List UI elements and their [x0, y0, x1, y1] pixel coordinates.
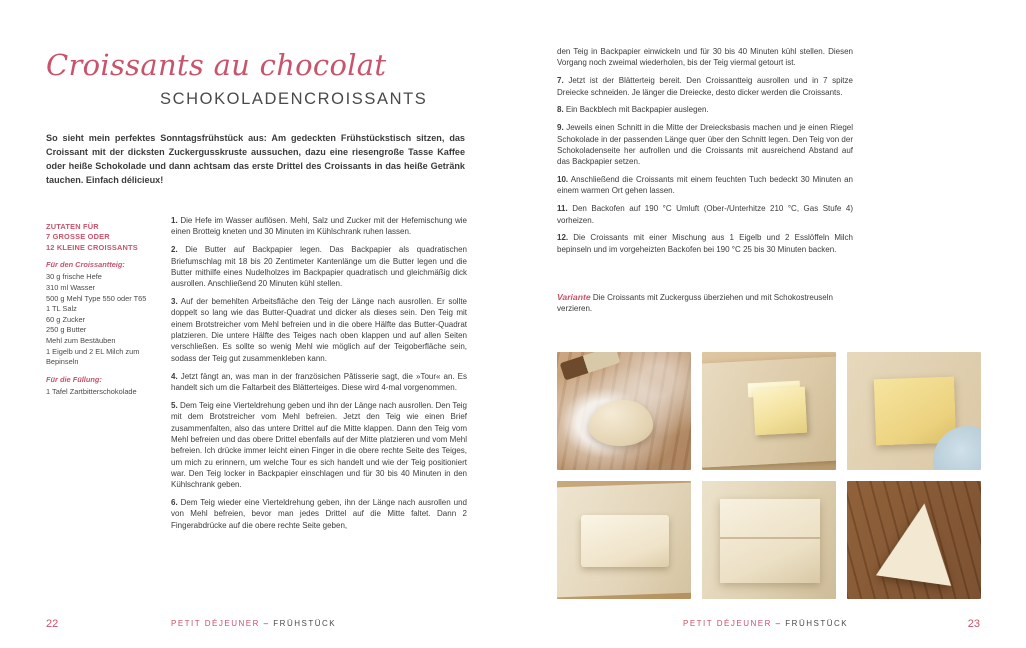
step-text: Jeweils einen Schnitt in die Mitte der Dreiecksbasis machen und je einen Riegel Schokolade in der passenden Länge quer über den Schnitt legen. Den Teig von der Schokoladenseite her aufrollen und die Croissants mit ausreichend Abstand auf das Backpapier setzen. [557, 123, 853, 167]
recipe-step [171, 400, 467, 491]
running-head-left [171, 619, 336, 628]
running-head-pink: PETIT DÉJEUNER [171, 619, 260, 628]
step-number: 6. [171, 498, 178, 508]
fold-seam [720, 537, 820, 539]
steps-column-left [171, 215, 467, 538]
ingredients-heading-line1: ZUTATEN FÜR [46, 222, 99, 231]
step-text: den Teig in Backpapier einwickeln und für 30 bis 40 Minuten kühl stellen. Diesen Vorgang noch zweimal wiederholen, bis der Teig viermal getourt ist. [557, 47, 853, 68]
dough-ball [589, 400, 653, 446]
step-number: 5. [171, 400, 178, 410]
ingredients-heading-line3: 12 KLEINE CROISSANTS [46, 242, 138, 252]
step-text: Jetzt ist der Blätterteig bereit. Den Croissantteig ausrollen und in 7 spitze Dreiecke schneiden. Je länger die Dreiecke, desto dicker werden die Croissants. [557, 76, 853, 97]
recipe-step [557, 203, 853, 226]
step-text: Dem Teig wieder eine Vierteldrehung geben, ihn der Länge nach ausrollen und von Mehl befreien, bevor man jedes Drittel auf die Mitte faltet. Dann 2 Fingerabdrücke auf die obere rechte Seite geben, [171, 498, 467, 530]
step-text: Den Backofen auf 190 °C Umluft (Ober-/Unterhitze 210 °C, Gas Stufe 4) vorheizen. [557, 204, 853, 225]
dough-triangle [876, 498, 962, 586]
ingredient-item: 1 Eigelb und 2 EL Milch zum [46, 346, 140, 356]
ingredient-item: Mehl zum Bestäuben [46, 336, 116, 346]
ingredients-group2-title: Für die Füllung: [46, 374, 102, 384]
recipe-step [557, 232, 853, 255]
ingredient-item: 310 ml Wasser [46, 283, 96, 293]
recipe-step [557, 104, 853, 115]
page-subtitle: SCHOKOLADENCROISSANTS [160, 90, 428, 108]
photo-dough-rectangle-on-parchment [557, 481, 691, 599]
ingredient-item: Bepinseln [46, 357, 79, 367]
recipe-step [171, 244, 467, 289]
step-text: Ein Backblech mit Backpapier auslegen. [565, 105, 709, 115]
photo-dough-ball-on-floured-board [557, 352, 691, 470]
recipe-step [557, 122, 853, 167]
right-page [513, 0, 1026, 648]
recipe-step [171, 296, 467, 364]
photo-triangle-dough-on-wood-board [847, 481, 981, 599]
ingredients-group1-list [46, 272, 158, 367]
variante-text: Die Croissants mit Zuckerguss überziehen und mit Schokostreuseln verzieren. [557, 293, 833, 314]
step-number: 10. [557, 175, 569, 185]
recipe-step [171, 215, 467, 238]
running-head-rest: – FRÜHSTÜCK [263, 619, 337, 628]
step-number: 3. [171, 297, 178, 307]
variante-label: Variante [557, 292, 591, 302]
step-number: 8. [557, 105, 564, 115]
running-head-pink: PETIT DÉJEUNER [683, 619, 772, 628]
page-number-right: 23 [967, 618, 980, 630]
ingredient-item: 500 g Mehl Type 550 oder T65 [46, 293, 147, 303]
step-text: Die Butter auf Backpapier legen. Das Backpapier als quadratischen Briefumschlag mit 18 bis 20 Zentimeter Kantenlänge um die Butter legen und die Butter mithilfe eines Nudelholzes im Backpapier quadratisch und gleichmäßig dick ausrollen. Anschließend 20 Minuten kühl stellen. [171, 245, 467, 289]
running-head-right [683, 619, 848, 628]
recipe-step [171, 371, 467, 394]
ingredient-item: 60 g Zucker [46, 314, 86, 324]
intro-paragraph: So sieht mein perfektes Sonntagsfrühstück aus: Am gedeckten Frühstückstisch sitzen, das Croissant mit der dicksten Zuckergusskruste aussuchen, dazu eine riesengroße Tasse Kaffee oder heiße Schokolade und dann achtsam das erste Drittel des Croissants in das heiße Getränk tauchen. Einfach délicieux! [46, 133, 465, 186]
step-number: 1. [171, 216, 178, 225]
step-number: 2. [171, 245, 178, 255]
step-text: Jetzt fängt an, was man in der französichen Pâtisserie sagt, die »Tour« an. Es handelt sich um die Faltarbeit des Blätterteiges. Diese wird 4-mal vorgenommen. [171, 371, 467, 392]
page-number-left: 22 [46, 618, 59, 630]
recipe-step-continuation [557, 46, 853, 69]
step-number: 4. [171, 371, 178, 381]
running-head-rest: – FRÜHSTÜCK [775, 619, 849, 628]
ingredient-item: 1 Tafel Zartbitterschokolade [46, 387, 137, 397]
step-number: 7. [557, 76, 564, 86]
photo-butter-block-on-parchment [702, 352, 836, 470]
butter-block [753, 387, 807, 436]
recipe-step [171, 497, 467, 531]
ingredient-item: 30 g frische Hefe [46, 272, 102, 282]
recipe-step [557, 174, 853, 197]
photo-folded-dough-layers [702, 481, 836, 599]
steps-column-right [557, 46, 853, 262]
recipe-step [557, 75, 853, 98]
ingredients-panel [46, 222, 158, 398]
photo-grid [557, 352, 981, 599]
variante-block [557, 292, 857, 315]
photo-rolled-butter-sheet [847, 352, 981, 470]
step-text: Dem Teig eine Vierteldrehung geben und ihn der Länge nach ausrollen. Den Teig mit dem Brotstreicher vom Mehl befreien. Jetzt den Teig wie einen Brief zusammenfalten, also das untere Drittel auf die Mitte klappen. Dann den Teig vom Mehl befreien und das obere Drittel ebenfalls auf der Mitte platzieren und vom Mehl befreien. Ich drücke immer leicht einen Finger in die obere rechte Seite des Teiges, um mich zu erinnern, um welche Tour es sich handelt und wie der Teig positioniert war. Den Teig locker in Backpapier einschlagen und für 30 bis 40 Minuten in den Kühlschrank geben. [171, 400, 467, 490]
step-number: 11. [557, 204, 568, 214]
step-number: 12. [557, 233, 569, 243]
ingredients-group1-title: Für den Croissantteig: [46, 259, 125, 269]
step-text: Anschließend die Croissants mit einem feuchten Tuch bedeckt 30 Minuten an einem warmen Ort gehen lassen. [557, 175, 854, 196]
folded-dough [720, 499, 820, 583]
step-text: Die Croissants mit einer Mischung aus 1 Eigelb und 2 Esslöffeln Milch bepinseln und im vorgeheizten Backofen bei 190 °C 25 bis 30 Minuten backen. [557, 233, 853, 254]
step-number: 9. [557, 123, 564, 133]
step-text: Auf der bemehlten Arbeitsfläche den Teig der Länge nach ausrollen. Er sollte doppelt so lang wie das Butter-Quadrat und dicker als dieses sein. Den Teig mit einem Brotstreicher vom Mehl befreien und in die obere Hälfte das Butter-Quadrat platzieren. Die untere Hälfte des Teiges nach oben klappen und auf allen Seiten verschließen. Es sollte so wenig Mehl wie möglich auf der Teigoberfläche sein, sodass der Teig gut zusammenkleben kann. [171, 297, 468, 363]
ingredient-item: 250 g Butter [46, 325, 87, 335]
step-text: Die Hefe im Wasser auflösen. Mehl, Salz und Zucker mit der Hefemischung wie einen Brotteig kneten und 30 Minuten im Kühlschrank ruhen lassen. [171, 216, 467, 237]
dough-rectangle [581, 515, 669, 567]
page-title: Croissants au chocolat [46, 48, 387, 82]
ingredient-item: 1 TL Salz [46, 304, 77, 314]
ingredients-heading-line2: 7 GROSSE ODER [46, 232, 110, 242]
ingredients-group2-list [46, 387, 158, 398]
